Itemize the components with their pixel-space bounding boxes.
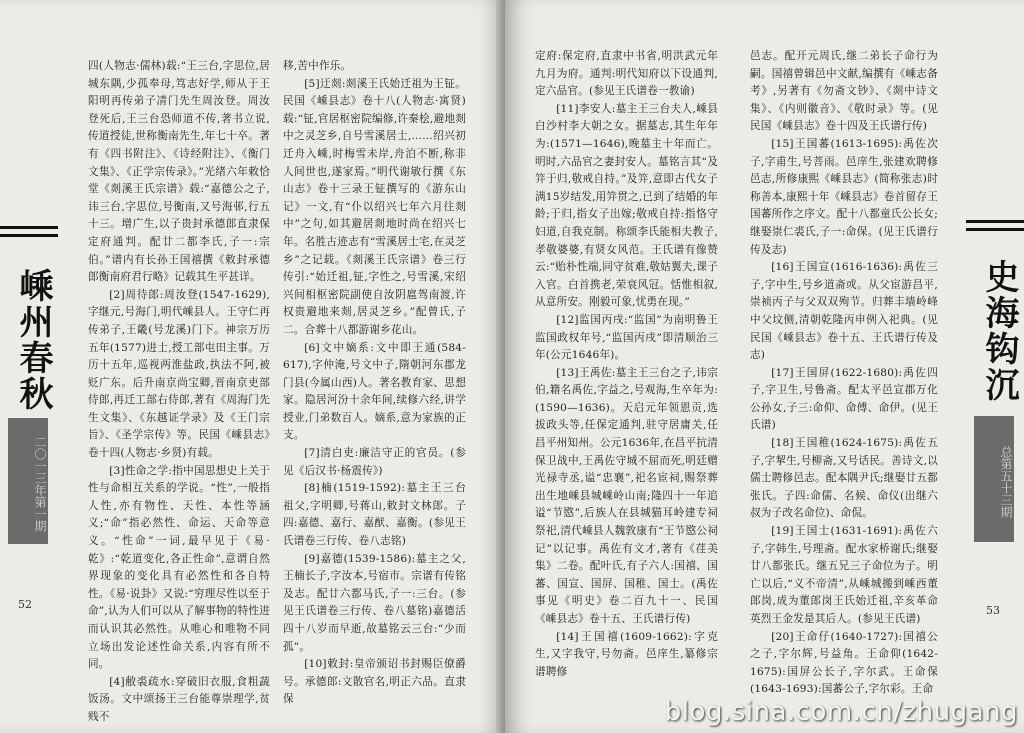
paragraph: [7]清白吏:廉洁守正的官员。(参见《后汉书·杨震传》) [283, 447, 466, 477]
page-number: 52 [18, 598, 32, 611]
text-column-1 [88, 58, 270, 727]
divider-rule [966, 220, 1024, 223]
paragraph: 定府:保定府,直隶中书省,明洪武元年九月为府。通判:明代知府以下设通判,定六品官。(参见王氏谱卷一教谕) [535, 50, 718, 98]
divider-rule [0, 226, 58, 229]
paragraph: [11]李安人:墓主王三台夫人,嵊县白沙村李大朝之女。据墓志,其生年年为:(1571—1646),晚墓主十年而亡。明时,六品官之妻封安人。墓铭言其“及笄于归,敬戒自持。”及笄,意即古代女子满15岁结发,用笄贯之,已到了结婚的年龄;于归,指女子出嫁;敬戒自持:指恪守妇道,自我克制。称颂李氏能相夫教子,孝敬婆婆,有贤女风范。王氏谱有像赞云:“贻朴性端,同守贫难,敬姑翼夫,课子入官。白首携老,荣衰风冠。恬惟相叙,从意所安。刚毅可象,忧勇在现。” [535, 102, 718, 309]
divider-rule [0, 234, 58, 237]
paragraph: [8]楠(1519-1592):墓主王三台祖父,字明卿,号蒋山,敕封文林郎。子四:嘉德、嘉行、嘉猷、嘉衡。(参见王氏谱卷三行传、卷八志铭) [283, 482, 466, 548]
paragraph: [14]王国禧(1609-1662):字克生,又字我守,号勿斋。邑庠生,纂修宗谱聘修 [535, 630, 718, 678]
paragraph: [2]周待郎:周汝登(1547-1629),字继元,号海门,明代嵊县人。王守仁再传弟子,王畿(号龙溪)门下。神宗万历五年(1577)进士,授工部屯田主事。万历十五年,巡视两淮盐政,执法不阿,被贬广东。后升南京尚宝卿,晋南京吏部侍郎,再迁工部右侍郎,著有《周海门先生文集》、《东越证学录》及《王门宗旨》、《圣学宗传》等。民国《嵊县志》卷十四(人物志·乡贤)有载。 [88, 288, 270, 460]
left-page [0, 0, 505, 733]
page-number: 53 [986, 604, 1000, 617]
running-title: 嵊州春秋 [13, 268, 53, 412]
paragraph: [18]王国稚(1624-1675):禹佐五子,字挈生,号柳斋,又号话民。善诗文,以儒士聘修邑志。配本隅尹氏;继娶廿五都张氏。子四:命儒、名候、命仪(出继六叔为子改名命位)、命侃。 [750, 437, 938, 520]
paragraph: [5]迂剡:剡溪王氏始迁祖为王钲。民国《嵊县志》卷十八(人物志·寓贤)载:“钲,官居枢密院编修,许秦桧,避地剡中之灵芝乡,自号雪溪居士,……绍兴初迁舟入嵊,时梅雪未岸,舟泊不断,称非人间世也,遂家焉。”明代谢敏行撰《东山志》卷十三录王钲撰写的《游东山记》一文,有“仆以绍兴七年六月往剡中”之句,如其避居剡地时尚在绍兴七年。名胜古迹志有“雪溪居士宅,在灵芝乡”之记载。《剡溪王氏宗谱》卷三行传引:“始迁祖,钲,字性之,号雪溪,宋绍兴间相枢密院副使自汝阴扈驾南渡,许权贵避地来剡,居灵芝乡。”配曾氏,子二。合葬十八都游谢乡花山。 [283, 77, 466, 336]
paragraph: [3]性命之学:指中国思想史上关于性与命相互关系的学说。“性”,一般指人性,亦有物性、天性、本性等涵义;“命”指必然性、命运、天命等意义。“性命”一词,最早见于《易·乾》:“乾道变化,各正性命”,意谓自然界现象的变化具有必然性和各自特性。《易·说卦》又说:“穷理尽性以至于命”,认为人们可以从了解事物的特性进而认识其必然性。从唯心和唯物不同立场出发论述性命关系,内容有所不同。 [88, 464, 270, 671]
text-column-2 [283, 58, 466, 709]
paragraph: 邑志。配开元周氏,继二弟长子命行为嗣。国禧曾辑邑中文献,编撰有《嵊志备考》,另著有《勿斋文钞》、《剡中诗文集》、《内则徽音》、《敬时录》等。(见民国《嵊县志》卷十四及王氏谱行传) [750, 50, 938, 133]
paragraph: 四(人物志·儒林)载:“王三台,字思位,居城东隅,少孤奉母,笃志好学,师从于王阳明再传弟子凊门先生周汝登。周汝登死后,王三台恐师道不传,著书立说,传道授徒,世称衡南先生,年七十卒。著有《四书附注》、《诗经附注》、《衡门文集》、《正学宗传录》。”光绪六年敕恰堂《剡溪王氏宗谱》载:“嘉德公之子,讳三台,字思位,号衡南,又号海邨,行五十三。增广生,以子贵封承德郎直隶保定府通判。配廿二都李氏,子一:宗伯。”谱内有长孙王国禧撰《敕封承德郎衡南府君行略》记载其生平甚详。 [88, 60, 270, 284]
divider-rule [966, 228, 1024, 231]
text-column-3 [535, 48, 718, 681]
paragraph: [15]王国蕃(1613-1695):禹佐次子,字甫生,号菩雨。邑庠生,张建欢聘修邑志,所修康熙《嵊县志》(简称张志)时称善本,康熙十年《嵊县志》卷首留存王国蕃所作之序文。配十八都童氏公长女;继娶崇仁裘氏,子一:命保。(见王氏谱行传及志) [750, 137, 938, 256]
paragraph: [17]王国屏(1622-1680):禹佐四子,字卫生,号鲁斋。配太平邑宣郡万化公孙女,子三:命仰、命傅、命伊。(见王氏谱) [750, 366, 938, 432]
right-sidebar [962, 0, 1024, 733]
text-column-4 [750, 48, 938, 699]
left-sidebar [0, 0, 62, 733]
paragraph: [16]王国宣(1616-1636):禹佐三子,字中生,号乡道斋或。从父宦游昌平,崇祯丙子与父双双殉节。归葬丰墙岭峰中父坟侧,清朝乾隆丙申例入祀典。(见民国《嵊县志》卷十五、王氏谱行传及志) [750, 261, 938, 362]
issue-label: 二〇一三年第一期 [8, 418, 48, 544]
paragraph: [13]王禹佐:墓主王三台之子,讳宗伯,籍名禹佐,字益之,号观海,生卒年为:(1590—1636)。天启元年领恩贡,选拔政头等,任保定通判,驻守居庸关,任昌平州知州。公元1636年,在昌平抗清保卫战中,王禹佐守城不屈而死,明廷赠光禄寺丞,谥“忠襄”,祀名宦祠,赐祭葬出生地嵊县城嵊岭山南;隆四十一年追谥“节愍”,后族人在县城猫耳岭建专祠祭祀,清代嵊县人魏敦康有“王节愍公祠记”以记事。禹佐有文才,著有《荏美集》二卷。配叶氏,有子六人:国禧、国蕃、国宣、国屏、国稚、国士。(禹佐事见《明史》卷二百九十一、民国《嵊县志》卷十五、王氏谱行传) [535, 366, 718, 625]
paragraph: [10]敕封:皇帝颁诏书封赐臣僚爵号。承德郎:文散官名,明正六品。直隶保 [283, 658, 466, 706]
paragraph: [6]文中嫡系:文中即王通(584-617),字仲淹,号文中子,隋朝河东郡龙门县(今属山西)人。著名教育家、思想家。隐居河汾十余年间,续修六经,讲学授业,门弟数百人。嫡系,意为家族的正支。 [283, 341, 466, 442]
paragraph: [9]嘉德(1539-1586):墓主之父,王楠长子,字汝本,号宿市。宗谱有传铭及志。配廿六都马氏,子一:三台。(参见王氏谱卷三行传、卷八墓铭)嘉德活四十八岁而早逝,故墓铭云三台:“少而孤”。 [283, 552, 466, 653]
paragraph: [4]敝裘疏水:穿破旧衣服,食粗蔬饭汤。文中颂扬王三台能尊崇理学,贫贱不 [88, 675, 270, 723]
watermark: blog.sina.com.cn/zhugang [664, 697, 1018, 727]
paragraph: [20]王命仔(1640-1727):国禧公之子,字尔辉,号益角。王命仰(1642-1675):国屏公长子,字尔武。王命保(1643-1693):国蕃公子,字尔彩。王命 [750, 630, 938, 696]
paragraph: [12]监国丙戌:“监国”为南明鲁王监国政权年号,“监国丙戌”即清顺治三年(公元1646年)。 [535, 313, 718, 362]
paragraph: 移,苦中作乐。 [283, 60, 352, 72]
running-title: 史海钩沉 [979, 259, 1019, 403]
right-page [505, 0, 1024, 733]
paragraph: [19]王国士(1631-1691):禹佐六子,字韩生,号理斋。配水家桥谢氏;继娶廿八都张氏。继五兄三子命位为子。明亡以后,“义不帝清”,从嵊城搬到嵊西董郎岗,成为董郎岗王氏始迁祖,辛亥革命英烈王金发是其后人。(参见王氏谱) [750, 525, 938, 625]
issue-label: 总第五十三期 [974, 416, 1014, 542]
